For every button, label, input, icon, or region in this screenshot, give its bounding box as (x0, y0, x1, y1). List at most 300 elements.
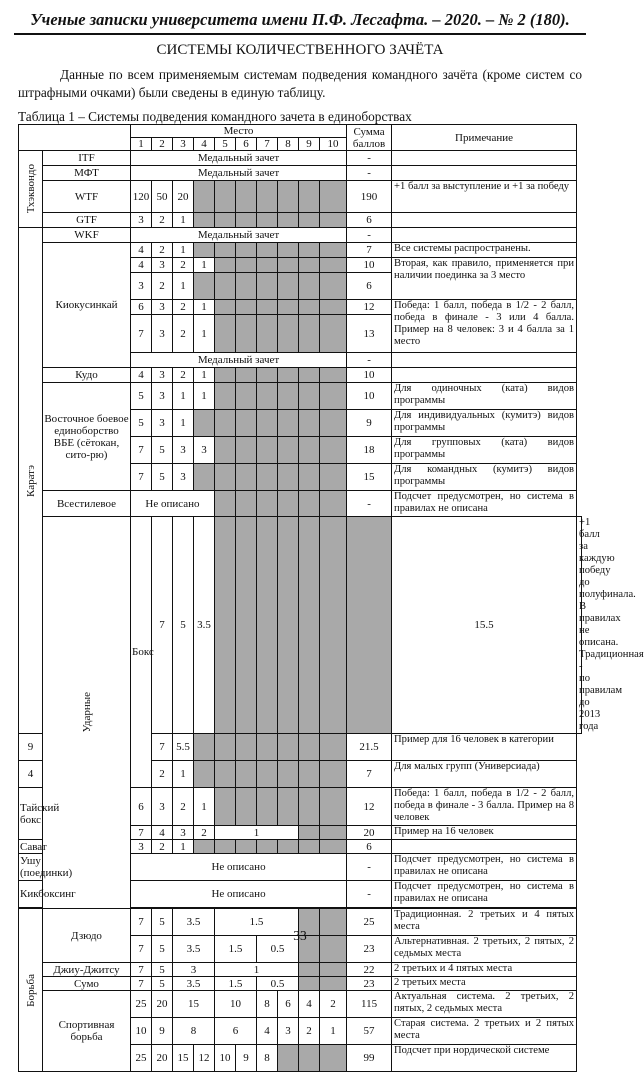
sport-wbe: Восточное боевое единоборство ВБЕ (сётокан, сито-рю) (43, 383, 131, 491)
mft-medal: Медальный зачет (131, 166, 347, 181)
cell: 4 (152, 826, 173, 840)
cell-empty (320, 734, 347, 761)
cell: 1.5 (215, 977, 257, 991)
sport-kickboxing: Кикбоксинг (19, 881, 43, 908)
cell-empty (215, 300, 236, 315)
cell-empty (320, 315, 347, 353)
wtf-note: +1 балл за выступление и +1 за победу (392, 181, 577, 213)
cell-empty (236, 368, 257, 383)
cell-empty (299, 734, 320, 761)
cell: 2 (152, 273, 173, 300)
cell-empty (194, 243, 215, 258)
cell-empty (194, 761, 215, 788)
cell: 1.5 (215, 909, 299, 936)
cell-empty (194, 734, 215, 761)
cell-empty (194, 181, 215, 213)
jj-note: 2 третьих и 4 пятых места (392, 963, 577, 977)
cell-empty (320, 826, 347, 840)
cell-empty (299, 300, 320, 315)
cell-empty (320, 788, 347, 826)
mft-note (392, 166, 577, 181)
w2-sum: 9 (347, 410, 392, 437)
cell: 6 (131, 300, 152, 315)
k1-sum: 7 (347, 243, 392, 258)
cell-empty (257, 300, 278, 315)
s2-sum: 57 (347, 1018, 392, 1045)
header-blank (19, 125, 131, 151)
sport-sumo: Сумо (43, 977, 131, 991)
cell: 20 (152, 991, 173, 1018)
cell: 7 (131, 315, 152, 353)
k4-note: Победа: 1 балл, победа в 1/2 - 2 балл, победа в финале - 3 или 4 балла. Пример на 8 человек: 3 и 4 балла за 1 место (392, 300, 577, 353)
itf-note (392, 151, 577, 166)
cell: 0.5 (257, 977, 299, 991)
cell-empty (236, 243, 257, 258)
cell: 3 (173, 464, 194, 491)
cell-empty (278, 761, 299, 788)
cell: 3 (131, 213, 152, 228)
cell-empty (299, 788, 320, 826)
cell-empty (299, 368, 320, 383)
w4-note: Для командных (кумитэ) видов программы (392, 464, 577, 491)
cell: 50 (152, 181, 173, 213)
place-5: 5 (215, 138, 236, 151)
cell: 5 (152, 909, 173, 936)
cell-empty (299, 315, 320, 353)
s2-note: Старая система. 2 третьих и 2 пятых места (392, 1018, 577, 1045)
cell: 5.5 (173, 734, 194, 761)
cell-empty (320, 410, 347, 437)
cell-empty (236, 410, 257, 437)
sport-gtf: GTF (43, 213, 131, 228)
cell-empty (215, 410, 236, 437)
cell-empty (257, 491, 278, 517)
cell: 1 (215, 826, 299, 840)
place-9: 9 (299, 138, 320, 151)
cell: 7 (131, 909, 152, 936)
cell-empty (299, 517, 320, 734)
cell: 1 (173, 840, 194, 854)
cell-empty (215, 464, 236, 491)
kyo-medal-sum: - (347, 353, 392, 368)
cell: 2 (152, 761, 173, 788)
cell-empty (299, 977, 320, 991)
j2-note: Альтернативная. 2 третьих, 2 пятых, 2 седьмых места (392, 936, 577, 963)
cell: 2 (173, 315, 194, 353)
cell-empty (215, 181, 236, 213)
cell: 1 (194, 300, 215, 315)
cell-empty (236, 788, 257, 826)
cell: 5 (152, 437, 173, 464)
sport-sport-wrestling: Спортивная борьба (43, 991, 131, 1072)
cell: 4 (257, 1018, 278, 1045)
place-8: 8 (278, 138, 299, 151)
cell: 4 (131, 368, 152, 383)
wtf-sum: 190 (347, 181, 392, 213)
cell: 15 (173, 991, 215, 1018)
m2-sum: 20 (347, 826, 392, 840)
place-7: 7 (257, 138, 278, 151)
cell-empty (278, 213, 299, 228)
cell: 3 (152, 383, 173, 410)
cell-empty (320, 977, 347, 991)
kick-note: Подсчет предусмотрен, но система в правилах не описана (392, 881, 577, 908)
journal-header: Ученые записки университета имени П.Ф. Лесгафта. – 2020. – № 2 (180). (30, 10, 570, 29)
cell-empty (257, 840, 278, 854)
cell: 120 (131, 181, 152, 213)
cell: 10 (215, 991, 257, 1018)
cell: 3 (173, 963, 215, 977)
cell: 1 (215, 963, 299, 977)
cell-empty (320, 1045, 347, 1072)
cell-empty (320, 273, 347, 300)
cell-empty (320, 243, 347, 258)
cell: 1 (173, 410, 194, 437)
cell: 2 (299, 1018, 320, 1045)
cell-empty (320, 368, 347, 383)
cell: 4 (131, 258, 152, 273)
cell-empty (278, 1045, 299, 1072)
cell-empty (215, 491, 236, 517)
cell-empty (320, 300, 347, 315)
cell: 1 (194, 315, 215, 353)
cell-empty (215, 437, 236, 464)
cell: 8 (173, 1018, 215, 1045)
table-caption: Таблица 1 – Системы подведения командного зачета в единоборствах (18, 109, 412, 124)
j1-sum: 25 (347, 909, 392, 936)
cell: 7 (152, 517, 173, 734)
cell-empty (278, 300, 299, 315)
cell: 7 (131, 963, 152, 977)
sport-itf: ITF (43, 151, 131, 166)
cell-empty (278, 273, 299, 300)
sport-muay-thai: Тайский бокс (19, 788, 43, 840)
cell-empty (299, 826, 320, 840)
cell-empty (215, 734, 236, 761)
place-2: 2 (152, 138, 173, 151)
sport-judo: Дзюдо (43, 909, 131, 963)
cell-empty (257, 410, 278, 437)
group-taekwondo: Тхэквондо (19, 151, 43, 228)
b3-sum: 7 (347, 761, 392, 788)
cell: 7 (131, 437, 152, 464)
cell: 5 (131, 410, 152, 437)
cell: 3 (152, 788, 173, 826)
cell: 2 (173, 258, 194, 273)
cell: 25 (131, 1045, 152, 1072)
place-10: 10 (320, 138, 347, 151)
cell: 2 (173, 368, 194, 383)
cell-empty (299, 1045, 320, 1072)
w3-sum: 18 (347, 437, 392, 464)
cell-empty (236, 734, 257, 761)
cell: 8 (257, 1045, 278, 1072)
cell-empty (236, 517, 257, 734)
sport-wkf: WKF (43, 228, 131, 243)
cell-empty (194, 273, 215, 300)
cell: 2 (152, 243, 173, 258)
k2-sum: 10 (347, 258, 392, 273)
cell: 5 (173, 517, 194, 734)
k5-sum: 13 (347, 315, 392, 353)
cell: 3 (194, 437, 215, 464)
wkf-sum: - (347, 228, 392, 243)
cell: 9 (152, 1018, 173, 1045)
cell: 4 (131, 243, 152, 258)
page-number: 33 (293, 928, 307, 943)
cell-empty (215, 315, 236, 353)
kick-sum: - (347, 881, 392, 908)
cell-empty (299, 840, 320, 854)
cell-empty (278, 258, 299, 273)
place-1: 1 (131, 138, 152, 151)
cell-empty (215, 383, 236, 410)
group-striking: Ударные (43, 517, 131, 909)
sport-jiujitsu: Джиу-Джитсу (43, 963, 131, 977)
vsestil-na: Не описано (131, 491, 215, 517)
cell-empty (299, 383, 320, 410)
cell-empty (278, 788, 299, 826)
header-sum: Сумма баллов (347, 125, 392, 151)
sumo-note: 2 третьих места (392, 977, 577, 991)
m2-note: Пример на 16 человек (392, 826, 577, 840)
cell-empty (278, 840, 299, 854)
section-title: СИСТЕМЫ КОЛИЧЕСТВЕННОГО ЗАЧЁТА (156, 42, 444, 58)
cell-empty (320, 258, 347, 273)
m1-sum: 12 (347, 788, 392, 826)
cell: 1 (194, 383, 215, 410)
sport-kyokushin: Киокусинкай (43, 243, 131, 368)
cell: 4 (19, 761, 43, 788)
wkf-note (392, 228, 577, 243)
cell-empty (236, 273, 257, 300)
cell-empty (236, 258, 257, 273)
cell-empty (320, 761, 347, 788)
w3-note: Для групповых (ката) видов программы (392, 437, 577, 464)
cell: 7 (152, 734, 173, 761)
cell-empty (320, 213, 347, 228)
cell: 5 (152, 963, 173, 977)
cell: 1 (194, 368, 215, 383)
wushu-note: Подсчет предусмотрен, но система в правилах не описана (392, 854, 577, 881)
cell: 3.5 (173, 936, 215, 963)
cell: 10 (131, 1018, 152, 1045)
cell-empty (299, 761, 320, 788)
m1-note: Победа: 1 балл, победа в 1/2 - 2 балл, победа в финале - 3 балла. Пример на 8 человек (392, 788, 577, 826)
kudo-note (392, 368, 577, 383)
cell-empty (215, 517, 236, 734)
s3-sum: 99 (347, 1045, 392, 1072)
cell-empty (320, 437, 347, 464)
cell-empty (215, 258, 236, 273)
cell-empty (215, 273, 236, 300)
sport-wtf: WTF (43, 181, 131, 213)
cell: 12 (194, 1045, 215, 1072)
cell-empty (236, 213, 257, 228)
cell-empty (299, 437, 320, 464)
cell: 4 (299, 991, 320, 1018)
cell-empty (215, 213, 236, 228)
gtf-note (392, 213, 577, 228)
cell-empty (320, 963, 347, 977)
cell: 9 (236, 1045, 257, 1072)
vsestil-note: Подсчет предусмотрен, но система в правилах не описана (392, 491, 577, 517)
cell: 3 (173, 826, 194, 840)
cell: 7 (131, 464, 152, 491)
cell-empty (194, 410, 215, 437)
b1-sum: 15.5 (392, 517, 577, 734)
wkf-medal: Медальный зачет (131, 228, 347, 243)
cell-empty (278, 315, 299, 353)
sport-kudo: Кудо (43, 368, 131, 383)
w1-sum: 10 (347, 383, 392, 410)
cell: 20 (152, 1045, 173, 1072)
k1-note: Все системы распространены. (392, 243, 577, 258)
cell: 7 (131, 936, 152, 963)
cell-empty (299, 963, 320, 977)
cell: 3 (152, 300, 173, 315)
sport-boxing: Бокс (131, 517, 152, 788)
cell: 1 (173, 273, 194, 300)
cell-empty (257, 181, 278, 213)
cell: 1 (194, 788, 215, 826)
cell-empty (299, 213, 320, 228)
cell-empty (320, 840, 347, 854)
cell-empty (299, 491, 320, 517)
cell-empty (194, 464, 215, 491)
cell: 8 (257, 991, 278, 1018)
cell-empty (278, 734, 299, 761)
cell-empty (299, 464, 320, 491)
cell: 3 (131, 273, 152, 300)
w4-sum: 15 (347, 464, 392, 491)
cell-empty (236, 464, 257, 491)
cell-empty (257, 517, 278, 734)
cell-empty (347, 517, 392, 734)
cell-empty (215, 761, 236, 788)
jj-sum: 22 (347, 963, 392, 977)
cell: 2 (173, 300, 194, 315)
cell: 1 (173, 243, 194, 258)
cell: 1 (173, 213, 194, 228)
cell: 3 (152, 258, 173, 273)
cell-empty (236, 840, 257, 854)
cell-empty (257, 734, 278, 761)
gtf-sum: 6 (347, 213, 392, 228)
cell-empty (299, 181, 320, 213)
wushu-sum: - (347, 854, 392, 881)
sport-savat: Сават (20, 840, 47, 853)
place-6: 6 (236, 138, 257, 151)
cell: 1.5 (215, 936, 257, 963)
cell: 3 (152, 368, 173, 383)
cell-empty (236, 761, 257, 788)
cell-empty (257, 315, 278, 353)
cell: 7 (131, 977, 152, 991)
cell-empty (236, 315, 257, 353)
cell-empty (257, 258, 278, 273)
cell-empty (278, 517, 299, 734)
header-rule (14, 33, 586, 35)
cell: 2 (152, 840, 173, 854)
cell-empty (278, 181, 299, 213)
cell-empty (299, 410, 320, 437)
cell-empty (278, 491, 299, 517)
cell: 3 (278, 1018, 299, 1045)
w2-note: Для индивидуальных (кумитэ) видов программы (392, 410, 577, 437)
cell-empty (257, 243, 278, 258)
cell-empty (236, 383, 257, 410)
place-3: 3 (173, 138, 194, 151)
cell-empty (194, 840, 215, 854)
cell: 9 (19, 734, 43, 761)
cell-empty (299, 273, 320, 300)
cell-empty (194, 213, 215, 228)
place-4: 4 (194, 138, 215, 151)
cell: 0.5 (257, 936, 299, 963)
cell: 5 (152, 936, 173, 963)
kyo-medal-note (392, 353, 577, 368)
cell-empty (278, 243, 299, 258)
cell: 1 (173, 383, 194, 410)
cell-empty (278, 410, 299, 437)
k4-sum: 12 (347, 300, 392, 315)
cell: 2 (320, 991, 347, 1018)
cell-empty (257, 761, 278, 788)
cell: 2 (194, 826, 215, 840)
cell-empty (278, 437, 299, 464)
cell: 5 (131, 383, 152, 410)
w1-note: Для одиночных (ката) видов программы (392, 383, 577, 410)
header-note: Примечание (392, 125, 577, 151)
cell-empty (257, 464, 278, 491)
cell: 2 (152, 213, 173, 228)
cell-empty (320, 181, 347, 213)
cell: 6 (278, 991, 299, 1018)
b2-note: Пример для 16 человек в категории (392, 734, 577, 761)
cell-empty (299, 258, 320, 273)
cell: 3 (152, 315, 173, 353)
cell: 3.5 (173, 909, 215, 936)
cell-empty (278, 464, 299, 491)
cell: 7 (131, 826, 152, 840)
j2-sum: 23 (347, 936, 392, 963)
vsestil-sum: - (347, 491, 392, 517)
cell: 5 (152, 464, 173, 491)
b2-sum: 21.5 (347, 734, 392, 761)
cell-empty (236, 491, 257, 517)
itf-medal: Медальный зачет (131, 151, 347, 166)
kick-na: Не описано (131, 881, 347, 908)
sport-wushu: Ушу (поединки) (20, 855, 73, 879)
sport-vsestil: Всестилевое (43, 491, 131, 517)
cell-empty (215, 243, 236, 258)
cell: 20 (173, 181, 194, 213)
group-wrestling: Борьба (19, 909, 43, 1072)
cell-empty (215, 788, 236, 826)
cell-empty (257, 437, 278, 464)
itf-sum: - (347, 151, 392, 166)
cell-empty (257, 383, 278, 410)
cell: 1 (173, 761, 194, 788)
sumo-sum: 23 (347, 977, 392, 991)
b1-note: +1 балл за каждую победу до полуфинала. В правилах не описана. Традиционная - по правилам до 2013 года (577, 517, 582, 734)
cell-empty (215, 840, 236, 854)
b3-note: Для малых групп (Универсиада) (392, 761, 577, 788)
cell: 3.5 (173, 977, 215, 991)
cell-empty (299, 243, 320, 258)
s1-note: Актуальная система. 2 третьих, 2 пятых, 2 седьмых места (392, 991, 577, 1018)
